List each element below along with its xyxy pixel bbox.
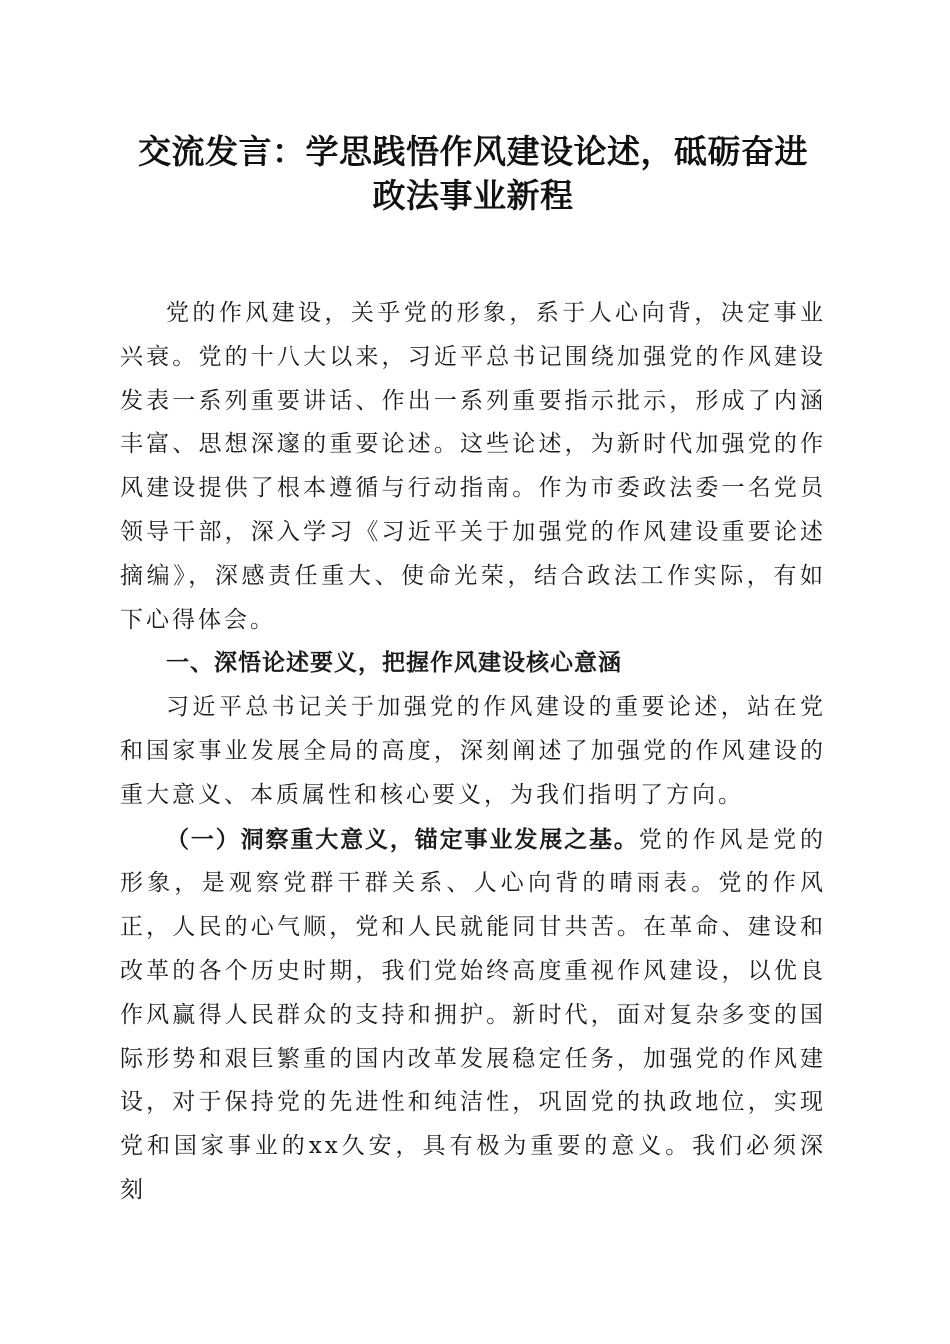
- intro-paragraph: 党的作风建设，关乎党的形象，系于人心向背，决定事业兴衰。党的十八大以来，习近平总书记围绕加强党的作风建设发表一系列重要讲话、作出一系列重要指示批示，形成了内涵丰富、思想深邃的重要论述。这些论述，为新时代加强党的作风建设提供了根本遵循与行动指南。作为市委政法委一名党员领导干部，深入学习《习近平关于加强党的作风建设重要论述摘编》，深感责任重大、使命光荣，结合政法工作实际，有如下心得体会。: [120, 300, 826, 633]
- title-line-2: 政法事业新程: [372, 176, 574, 215]
- document-page: [120, 130, 826, 1213]
- document-body: [120, 292, 826, 1213]
- subsection-1-lead: （一）洞察重大意义，锚定事业发展之基。: [166, 825, 639, 853]
- title-line-1: 交流发言：学思践悟作风建设论述，砥砺奋进: [138, 132, 808, 171]
- section-1-heading: 一、深悟论述要义，把握作风建设核心意涵: [166, 650, 622, 677]
- subsection-1-paragraph: [120, 818, 826, 1213]
- section-1-paragraph: 习近平总书记关于加强党的作风建设的重要论述，站在党和国家事业发展全局的高度，深刻阐述了加强党的作风建设的重大意义、本质属性和核心要义，为我们指明了方向。: [120, 694, 826, 808]
- subsection-1-body: 党的作风是党的形象，是观察党群干群关系、人心向背的晴雨表。党的作风正，人民的心气顺，党和人民就能同甘共苦。在革命、建设和改革的各个历史时期，我们党始终高度重视作风建设，以优良作风赢得人民群众的支持和拥护。新时代，面对复杂多变的国际形势和艰巨繁重的国内改革发展稳定任务，加强党的作风建设，对于保持党的先进性和纯洁性，巩固党的执政地位，实现党和国家事业的xx久安，具有极为重要的意义。我们必须深刻: [120, 826, 827, 1203]
- document-title: [120, 130, 826, 218]
